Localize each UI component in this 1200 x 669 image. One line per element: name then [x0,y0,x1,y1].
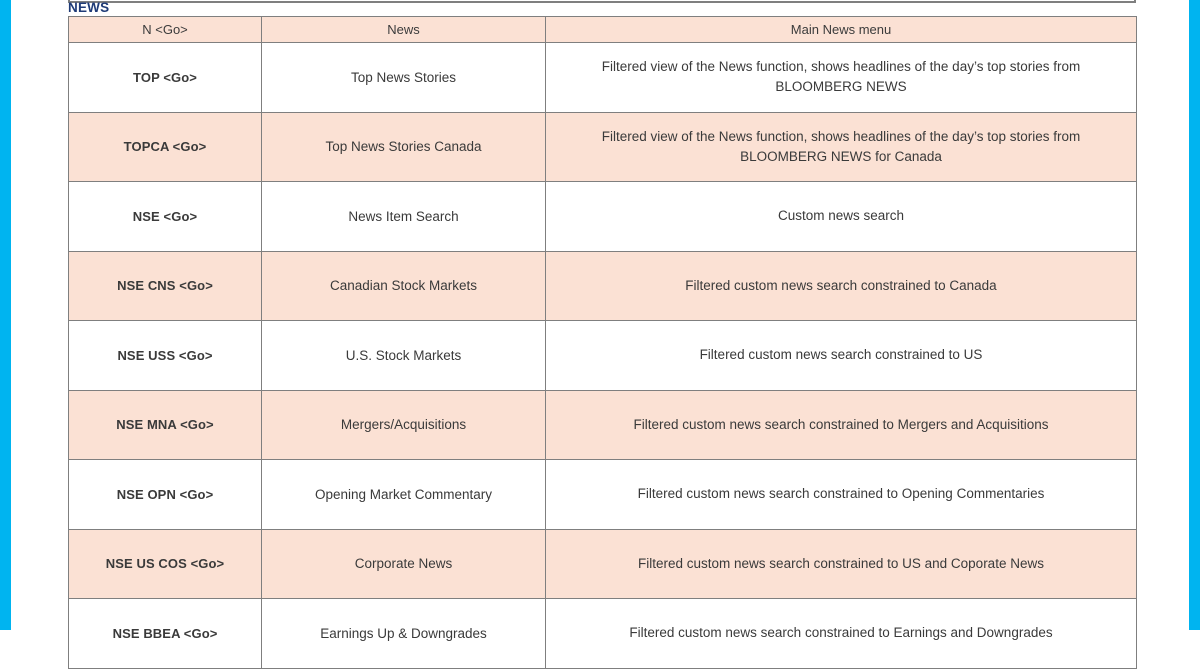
table-header [69,17,1137,43]
column-header-description: Main News menu [546,17,1137,43]
cell-description: Filtered view of the News function, shows headlines of the day’s top stories from BLOOMBERG NEWS [546,43,1137,113]
cell-description: Filtered custom news search constrained to Mergers and Acquisitions [546,390,1137,460]
cell-command: TOPCA <Go> [69,112,262,182]
cell-name: U.S. Stock Markets [262,321,546,391]
cell-command: NSE OPN <Go> [69,460,262,530]
section-title-news: NEWS [68,0,110,15]
left-accent-rail [0,0,11,630]
table-row[interactable] [69,43,1137,113]
cell-description: Filtered view of the News function, shows headlines of the day’s top stories from BLOOMBERG NEWS for Canada [546,112,1137,182]
cell-command: NSE <Go> [69,182,262,252]
cell-command: TOP <Go> [69,43,262,113]
table-row[interactable] [69,460,1137,530]
cell-name: Mergers/Acquisitions [262,390,546,460]
cell-description: Filtered custom news search constrained to Canada [546,251,1137,321]
cell-command: NSE CNS <Go> [69,251,262,321]
cell-command: NSE USS <Go> [69,321,262,391]
cell-description: Filtered custom news search constrained to US [546,321,1137,391]
right-accent-rail [1189,0,1200,630]
news-functions-table [68,16,1137,669]
cell-command: NSE BBEA <Go> [69,599,262,669]
column-header-name: News [262,17,546,43]
cell-description: Filtered custom news search constrained to Opening Commentaries [546,460,1137,530]
table-row[interactable] [69,390,1137,460]
clipped-previous-row [68,0,1136,3]
table-row[interactable] [69,599,1137,669]
table-body [69,43,1137,669]
table-header-row [69,17,1137,43]
table-row[interactable] [69,321,1137,391]
cell-name: Corporate News [262,529,546,599]
cell-name: Earnings Up & Downgrades [262,599,546,669]
table-row[interactable] [69,112,1137,182]
cell-name: News Item Search [262,182,546,252]
table-row[interactable] [69,182,1137,252]
cell-command: NSE MNA <Go> [69,390,262,460]
cell-name: Top News Stories Canada [262,112,546,182]
cell-name: Canadian Stock Markets [262,251,546,321]
cell-description: Filtered custom news search constrained to Earnings and Downgrades [546,599,1137,669]
cell-command: NSE US COS <Go> [69,529,262,599]
cell-description: Custom news search [546,182,1137,252]
table-row[interactable] [69,529,1137,599]
column-header-command: N <Go> [69,17,262,43]
table-row[interactable] [69,251,1137,321]
cell-description: Filtered custom news search constrained to US and Coporate News [546,529,1137,599]
cell-name: Top News Stories [262,43,546,113]
cell-name: Opening Market Commentary [262,460,546,530]
